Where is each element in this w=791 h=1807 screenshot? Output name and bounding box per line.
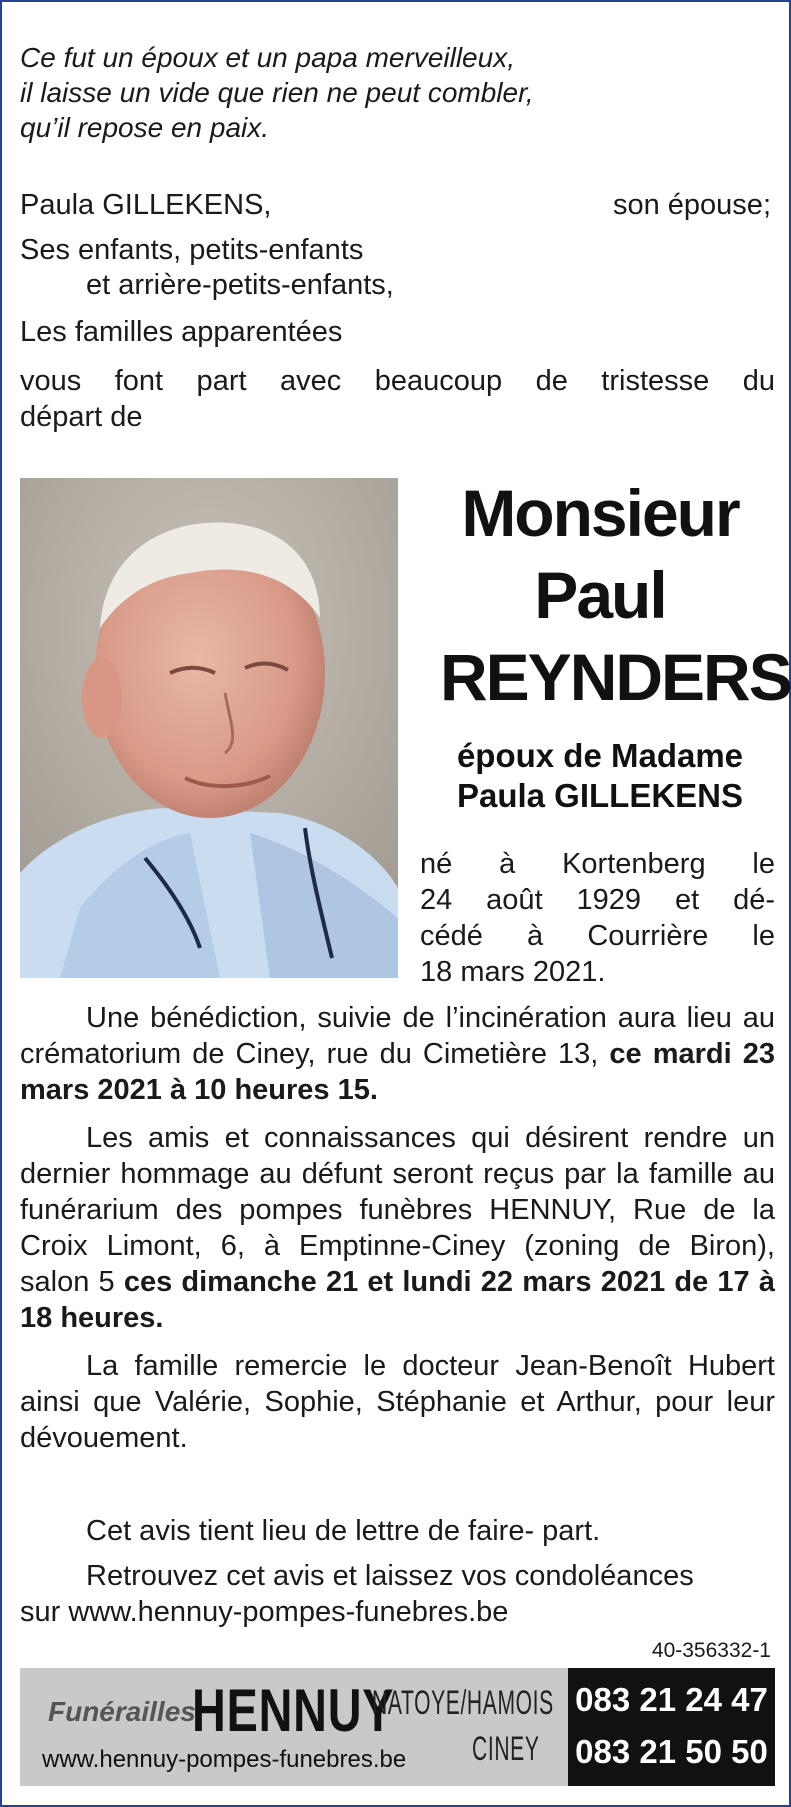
phone-box bbox=[568, 1668, 775, 1786]
visitation-paragraph bbox=[20, 1120, 775, 1336]
announce-line-1: vous font part avec beaucoup de tristesse du bbox=[20, 365, 775, 397]
website-link[interactable]: www.hennuy-pompes-funebres.be bbox=[42, 1746, 407, 1773]
spouse-of bbox=[420, 736, 780, 816]
deceased-photo bbox=[20, 478, 398, 978]
location-2: CINEY bbox=[472, 1730, 540, 1768]
portrait-image bbox=[20, 478, 398, 978]
verse-line: il laisse un vide que rien ne peut combler, bbox=[20, 77, 534, 108]
spouse-of-line-1: époux de Madame bbox=[456, 737, 744, 774]
visitation-text: Les amis et connaissances qui désirent rendre un dernier hommage au défunt seront reçus par la famille au funérarium des pompes funèbres HENNUY, Rue de la Croix Limont, 6, à Emptinne-Ciney (zoning de Biron), salon 5 bbox=[20, 1122, 775, 1298]
funeral-home-banner bbox=[20, 1668, 775, 1786]
condolences-line-2: sur www.hennuy-pompes-funebres.be bbox=[20, 1596, 509, 1628]
verse-line: Ce fut un époux et un papa merveilleux, bbox=[20, 42, 515, 73]
brand-logo: HENNUY bbox=[192, 1677, 395, 1744]
deceased-first-name: Paul bbox=[534, 558, 666, 632]
funerailles-label: Funérailles bbox=[48, 1696, 196, 1727]
deceased-title: Monsieur bbox=[461, 476, 739, 550]
visitation-date: ces dimanche 21 et lundi 22 mars 2021 de 17 à 18 heures. bbox=[20, 1266, 775, 1334]
died-line-2: 18 mars 2021. bbox=[420, 956, 606, 988]
born-line-1: né à Kortenberg le bbox=[420, 848, 775, 880]
relatives: Les familles apparentées bbox=[20, 316, 343, 348]
deceased-last-name: REYNDERS bbox=[440, 640, 791, 714]
verse bbox=[20, 40, 534, 145]
verse-line: qu’il repose en paix. bbox=[20, 112, 270, 143]
spouse-name: Paula GILLEKENS, bbox=[20, 189, 272, 221]
thanks-text: La famille remercie le docteur Jean-Benoît Hubert ainsi que Valérie, Sophie, Stéphanie et Arthur, pour leur dévouement. bbox=[20, 1350, 775, 1454]
ceremony-date: ce mardi 23 mars 2021 à 10 heures 15. bbox=[20, 1038, 775, 1106]
born-line-2: 24 août 1929 et dé- bbox=[420, 884, 775, 916]
notice-paragraph bbox=[20, 1513, 775, 1549]
notice-text: Cet avis tient lieu de lettre de faire- part. bbox=[86, 1515, 601, 1547]
birth-death bbox=[420, 846, 775, 990]
children-line-1: Ses enfants, petits-enfants bbox=[20, 234, 364, 266]
phone-2[interactable]: 083 21 50 50 bbox=[575, 1733, 768, 1770]
condolences-line-1: Retrouvez cet avis et laissez vos condoléances bbox=[86, 1560, 694, 1592]
deceased-name bbox=[440, 472, 791, 718]
died-line-1: cédé à Courrière le bbox=[420, 920, 775, 952]
children-line-2: et arrière-petits-enfants, bbox=[86, 269, 394, 301]
spouse-role: son épouse; bbox=[612, 189, 771, 221]
reference-number: 40-356332-1 bbox=[651, 1639, 771, 1662]
location-1: NATOYE/HAMOIS bbox=[372, 1684, 554, 1722]
spouse-of-line-2: Paula GILLEKENS bbox=[456, 777, 744, 814]
ceremony-paragraph bbox=[20, 1000, 775, 1108]
announce-line-2: départ de bbox=[20, 401, 143, 433]
thanks-paragraph bbox=[20, 1348, 775, 1456]
ceremony-text: Une bénédiction, suivie de l’incinération aura lieu au crématorium de Ciney, rue du Cimetière 13, bbox=[20, 1002, 775, 1070]
phone-1[interactable]: 083 21 24 47 bbox=[575, 1681, 768, 1718]
